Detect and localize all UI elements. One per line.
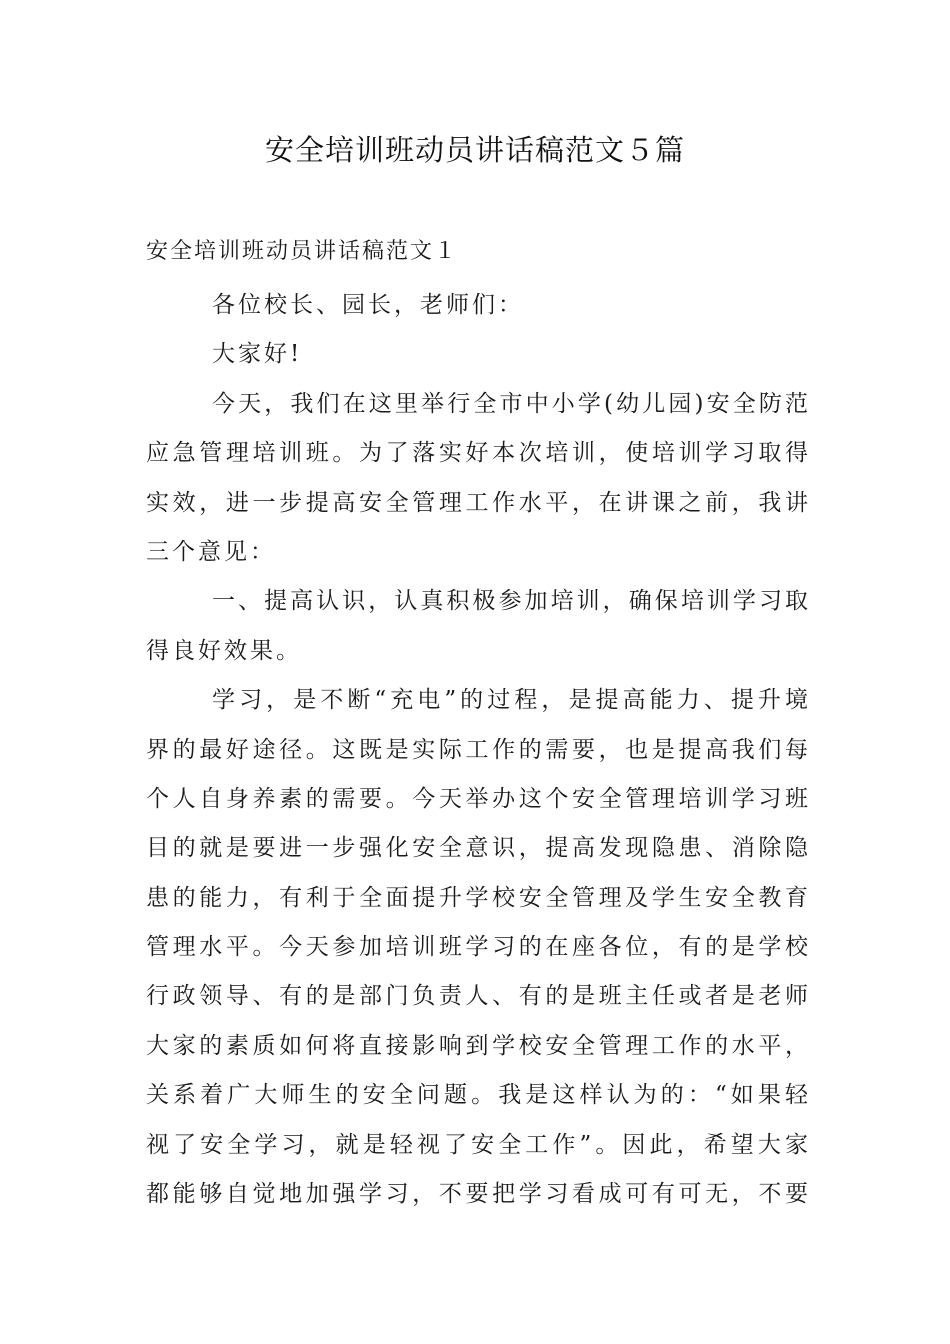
text-line: 都能够自觉地加强学习，不要把学习看成可有可无，不要: [146, 1181, 808, 1208]
text-line: 大家的素质如何将直接影响到学校安全管理工作的水平，: [146, 1032, 808, 1059]
text-line: 大家好!: [212, 341, 303, 368]
text-line: 各位校长、园长，老师们：: [212, 292, 524, 318]
text-line: 个人自身养素的需要。今天举办这个安全管理培训学习班: [146, 785, 808, 812]
text-line: 今天，我们在这里举行全市中小学(幼儿园)安全防范: [212, 390, 808, 417]
document-title: 安全培训班动员讲话稿范文５篇: [264, 133, 685, 167]
text-line: 应急管理培训班。为了落实好本次培训，使培训学习取得: [146, 440, 808, 467]
text-line: 视了安全学习，就是轻视了安全工作”。因此，希望大家: [146, 1131, 808, 1158]
text-line: 得良好效果。: [146, 637, 302, 664]
text-line: 一、提高认识，认真积极参加培训，确保培训学习取: [212, 588, 808, 615]
text-line: 关系着广大师生的安全问题。我是这样认为的：“如果轻: [146, 1082, 808, 1109]
text-line: 界的最好途径。这既是实际工作的需要，也是提高我们每: [146, 736, 808, 763]
text-line: 目的就是要进一步强化安全意识，提高发现隐患、消除隐: [146, 835, 808, 862]
body-text: [146, 281, 808, 1219]
text-line: 实效，进一步提高安全管理工作水平，在讲课之前，我讲: [146, 489, 808, 516]
section-heading: 安全培训班动员讲话稿范文１: [146, 239, 459, 264]
text-line: 管理水平。今天参加培训班学习的在座各位，有的是学校: [146, 934, 808, 961]
text-line: 行政领导、有的是部门负责人、有的是班主任或者是老师: [146, 983, 808, 1010]
text-line: 三个意见：: [146, 538, 276, 565]
text-line: 学习，是不断“充电”的过程，是提高能力、提升境: [212, 687, 808, 714]
text-line: 患的能力，有利于全面提升学校安全管理及学生安全教育: [146, 884, 808, 911]
